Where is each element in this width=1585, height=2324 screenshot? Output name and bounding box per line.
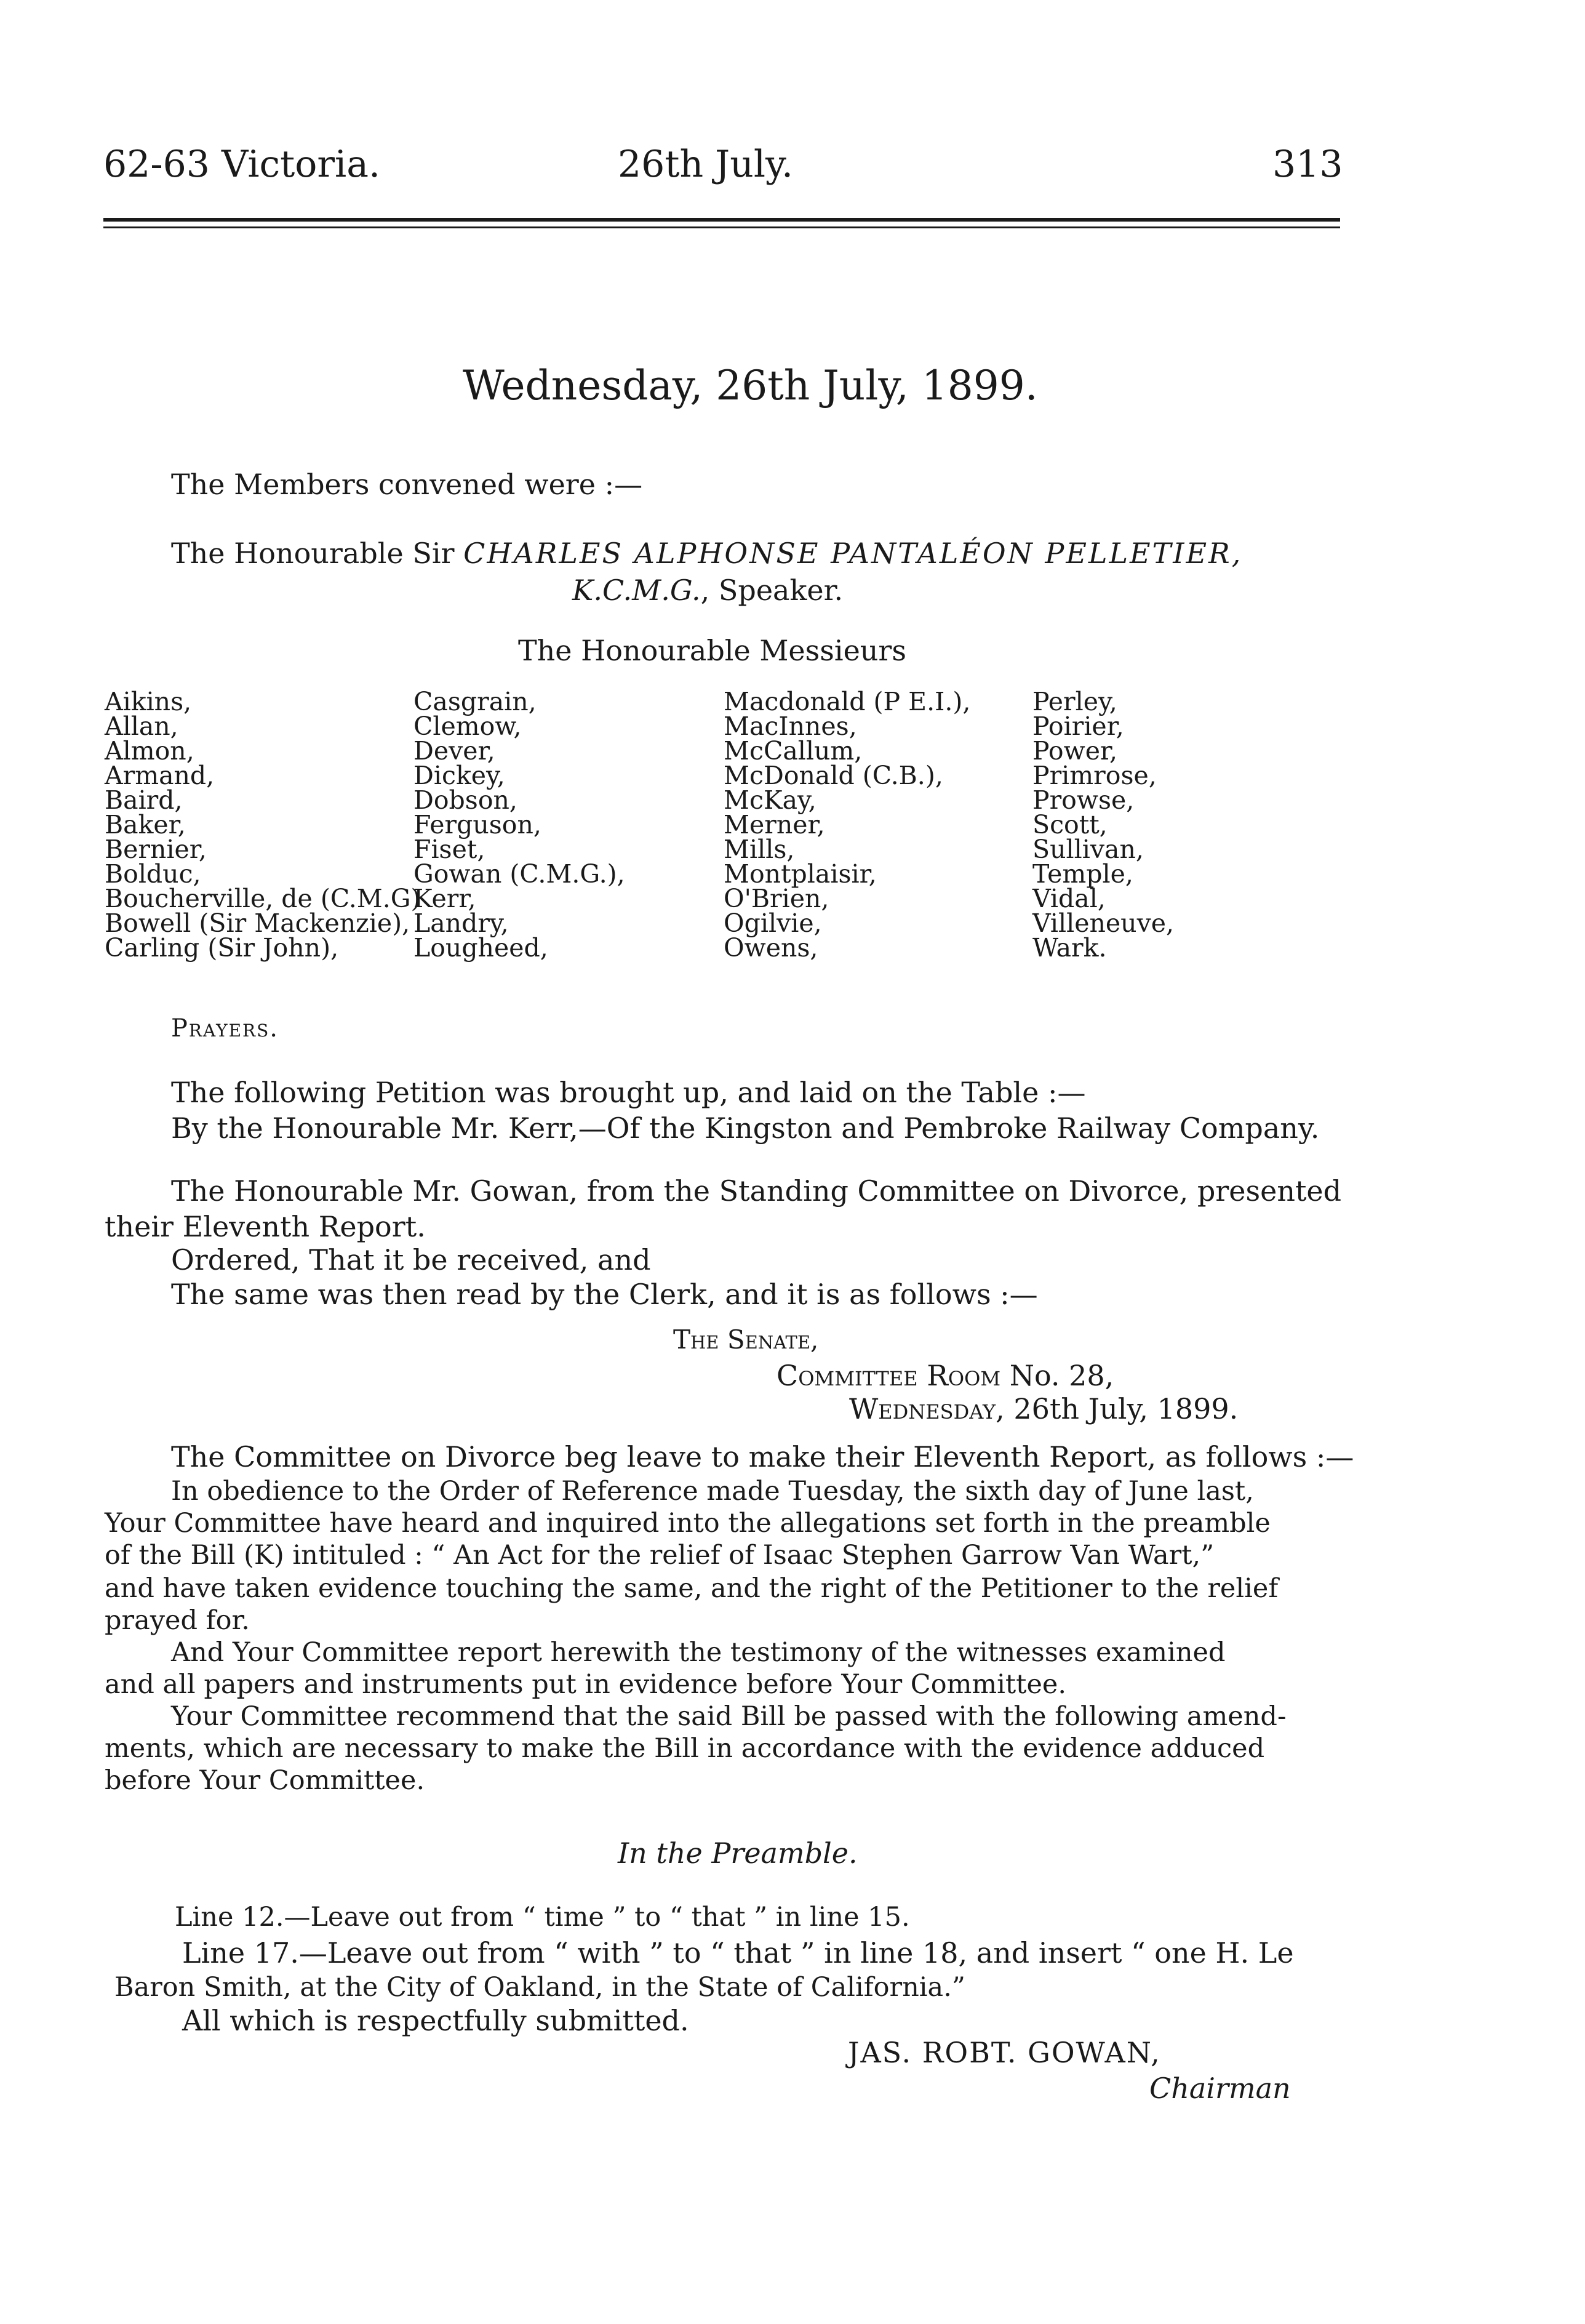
- para1-line-4: and have taken evidence touching the same, and the right of the Petitioner to the relief: [105, 1573, 1279, 1604]
- address-date: [849, 1392, 1238, 1425]
- member-name: Fiset,: [413, 835, 485, 864]
- member-name: Dever,: [413, 736, 495, 766]
- address-weekday: Wednesday: [849, 1392, 996, 1425]
- member-name: Carling (Sir John),: [105, 933, 339, 963]
- header-rule-thick: [103, 218, 1340, 222]
- member-name: Kerr,: [413, 884, 476, 913]
- member-name: Dickey,: [413, 761, 505, 790]
- report-intro-line-2: their Eleventh Report.: [105, 1210, 426, 1243]
- member-name: Wark.: [1032, 933, 1107, 963]
- signature-title: Chairman: [1149, 2072, 1291, 2105]
- page-number: 313: [1272, 143, 1343, 186]
- member-name: Clemow,: [413, 711, 522, 741]
- member-name: Armand,: [105, 761, 215, 790]
- members-column-1: [105, 687, 421, 963]
- member-name: Temple,: [1032, 859, 1133, 889]
- para1-line-5: prayed for.: [105, 1605, 250, 1636]
- speaker-role: , Speaker.: [700, 574, 844, 607]
- report-intro-line-3: Ordered, That it be received, and: [171, 1243, 651, 1276]
- member-name: Power,: [1032, 736, 1118, 766]
- header-rule-thin: [103, 226, 1340, 228]
- member-name: Mills,: [724, 835, 795, 864]
- signature-name: JAS. ROBT. GOWAN,: [848, 2036, 1161, 2069]
- para1-line-2: Your Committee have heard and inquired into the allegations set forth in the preamble: [105, 1508, 1271, 1539]
- members-column-3: [724, 687, 971, 963]
- member-name: Landry,: [413, 908, 509, 938]
- report-intro-line-4: The same was then read by the Clerk, and it is as follows :—: [171, 1278, 1038, 1311]
- member-name: Almon,: [105, 736, 194, 766]
- petition-line-1: The following Petition was brought up, and laid on the Table :—: [171, 1076, 1086, 1109]
- para2-line-2: and all papers and instruments put in evidence before Your Committee.: [105, 1669, 1067, 1700]
- member-name: Bernier,: [105, 835, 207, 864]
- member-name: Primrose,: [1032, 761, 1157, 790]
- address-date-text: , 26th July, 1899.: [996, 1392, 1239, 1425]
- messieurs-heading: The Honourable Messieurs: [518, 634, 907, 667]
- para2-line-1: And Your Committee report herewith the testimony of the witnesses examined: [171, 1637, 1226, 1668]
- member-name: Baker,: [105, 810, 186, 839]
- members-column-4: [1032, 687, 1175, 963]
- member-name: Aikins,: [105, 687, 192, 716]
- member-name: Villeneuve,: [1032, 908, 1175, 938]
- speaker-honours: K.C.M.G.: [572, 574, 701, 607]
- amendment-line-17-cont: Baron Smith, at the City of Oakland, in the State of California.”: [114, 1972, 965, 2003]
- member-name: Montplaisir,: [724, 859, 877, 889]
- member-name: Bolduc,: [105, 859, 201, 889]
- preamble-heading: In the Preamble.: [618, 1837, 858, 1870]
- speaker-line-1: [171, 537, 1242, 570]
- member-name: Macdonald (P E.I.),: [724, 687, 971, 716]
- petition-line-2: By the Honourable Mr. Kerr,—Of the Kingston and Pembroke Railway Company.: [171, 1112, 1320, 1145]
- amendment-line-12: Line 12.—Leave out from “ time ” to “ that ” in line 15.: [175, 1902, 910, 1933]
- page-title: Wednesday, 26th July, 1899.: [463, 362, 1038, 409]
- para1-line-1: In obedience to the Order of Reference made Tuesday, the sixth day of June last,: [171, 1476, 1254, 1507]
- header-left: 62-63 Victoria.: [103, 143, 381, 186]
- member-name: Baird,: [105, 785, 183, 815]
- prayers-heading: Prayers.: [171, 1014, 279, 1043]
- member-name: Dobson,: [413, 785, 517, 815]
- member-name: Casgrain,: [413, 687, 537, 716]
- address-room-number: No. 28,: [1000, 1359, 1114, 1392]
- para3-line-2: ments, which are necessary to make the Bill in accordance with the evidence adduced: [105, 1733, 1265, 1764]
- report-body-line-1: The Committee on Divorce beg leave to make their Eleventh Report, as follows :—: [171, 1440, 1354, 1473]
- submitted-line: All which is respectfully submitted.: [182, 2004, 689, 2037]
- member-name: O'Brien,: [724, 884, 829, 913]
- address-senate: The Senate,: [673, 1324, 819, 1355]
- member-name: Vidal,: [1032, 884, 1106, 913]
- member-name: Owens,: [724, 933, 818, 963]
- member-name: Ferguson,: [413, 810, 541, 839]
- report-intro-line-1: The Honourable Mr. Gowan, from the Standing Committee on Divorce, presented: [171, 1174, 1342, 1208]
- member-name: Ogilvie,: [724, 908, 822, 938]
- member-name: MacInnes,: [724, 711, 857, 741]
- address-room-label: Committee Room: [777, 1359, 1001, 1392]
- member-name: Merner,: [724, 810, 825, 839]
- para3-line-3: before Your Committee.: [105, 1765, 425, 1796]
- member-name: Poirier,: [1032, 711, 1124, 741]
- member-name: Allan,: [105, 711, 178, 741]
- speaker-name: CHARLES ALPHONSE PANTALÉON PELLETIER,: [463, 537, 1243, 570]
- amendment-line-17: Line 17.—Leave out from “ with ” to “ that ” in line 18, and insert “ one H. Le: [182, 1936, 1294, 1969]
- member-name: McDonald (C.B.),: [724, 761, 943, 790]
- member-name: McCallum,: [724, 736, 863, 766]
- para3-line-1: Your Committee recommend that the said Bill be passed with the following amend-: [171, 1701, 1287, 1732]
- speaker-prefix: The Honourable Sir: [171, 537, 464, 570]
- convened-line: The Members convened were :—: [171, 468, 643, 501]
- member-name: Lougheed,: [413, 933, 548, 963]
- speaker-line-2: [572, 574, 843, 607]
- address-committee-room: [777, 1359, 1114, 1392]
- members-column-2: [413, 687, 625, 963]
- member-name: McKay,: [724, 785, 816, 815]
- para1-line-3: of the Bill (K) intituled : “ An Act for the relief of Isaac Stephen Garrow Van Wart,”: [105, 1540, 1215, 1571]
- member-name: Perley,: [1032, 687, 1117, 716]
- header-center: 26th July.: [618, 143, 794, 186]
- member-name: Boucherville, de (C.M.G): [105, 884, 421, 913]
- member-name: Gowan (C.M.G.),: [413, 859, 625, 889]
- member-name: Bowell (Sir Mackenzie),: [105, 908, 410, 938]
- member-name: Scott,: [1032, 810, 1108, 839]
- member-name: Sullivan,: [1032, 835, 1144, 864]
- member-name: Prowse,: [1032, 785, 1135, 815]
